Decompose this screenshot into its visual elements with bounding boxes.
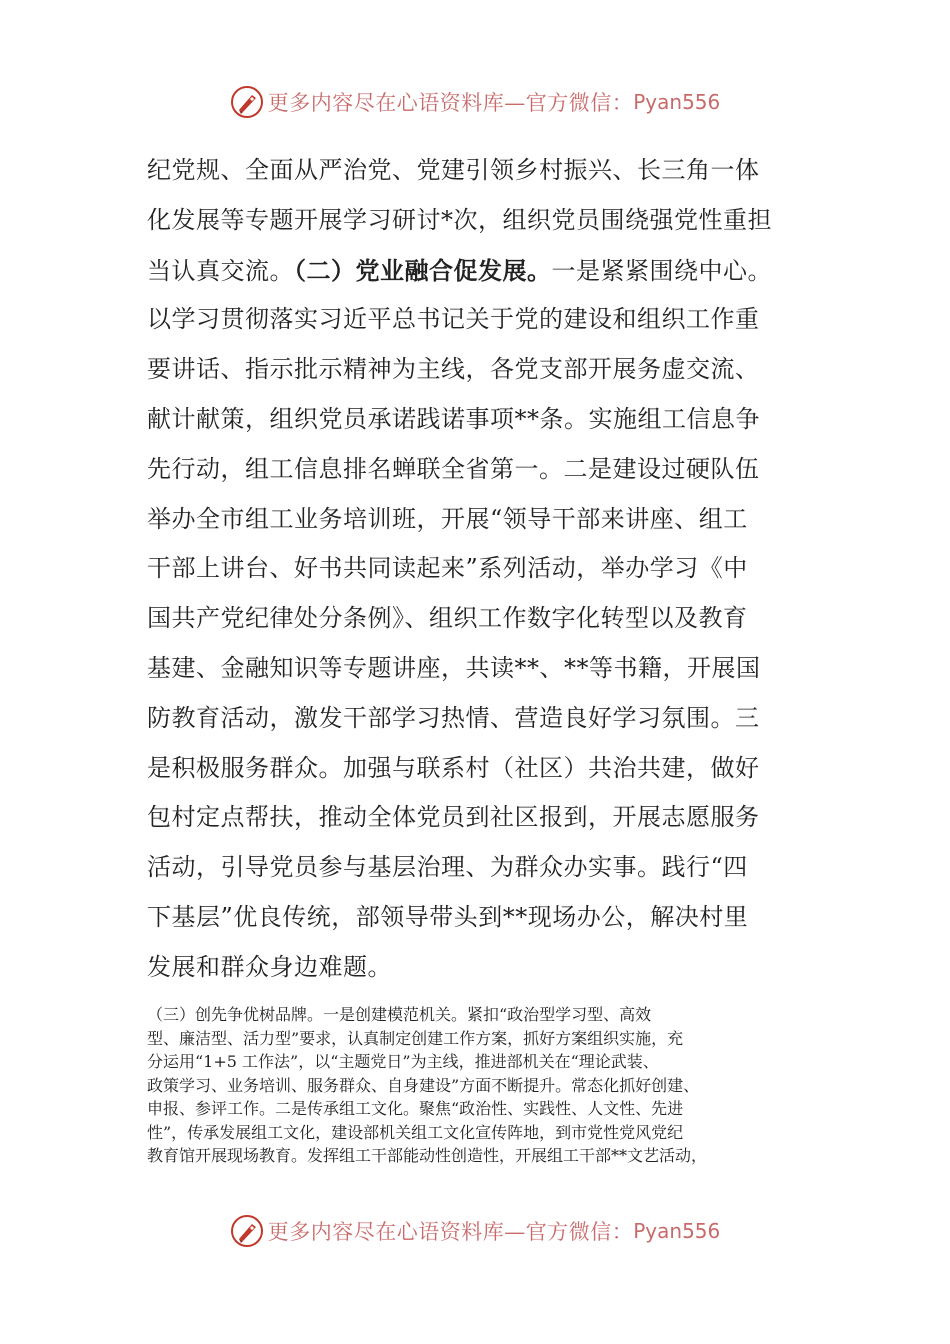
text-line <box>147 246 807 296</box>
text-line: 干部上讲台、好书共同读起来”系列活动，举办学习《中 <box>147 554 748 583</box>
text-line: 活动，引导党员参与基层治理、为群众办实事。践行“四 <box>147 853 748 882</box>
text-fragment: 当认真交流。 <box>147 256 294 285</box>
text-line: 纪党规、全面从严治党、党建引领乡村振兴、长三角一体 <box>147 156 760 184</box>
text-line: 分运用“1+5 工作法”，以“主题党日”为主线，推进部机关在“理论武装、 <box>147 1052 659 1071</box>
text-line: 以学习贯彻落实习近平总书记关于党的建设和组织工作重 <box>147 305 760 334</box>
pen-nib-logo-icon <box>230 1214 264 1248</box>
watermark-text: 更多内容尽在心语资料库—官方微信： <box>267 1220 634 1244</box>
text-line: 国共产党纪律处分条例》、组织工作数字化转型以及教育 <box>147 604 748 633</box>
pen-nib-logo-icon <box>230 85 264 119</box>
text-line: 型、廉洁型、活力型”要求，认真制定创建工作方案，抓好方案组织实施，充 <box>147 1028 684 1048</box>
watermark-wechat-id: Pyan556 <box>633 1219 721 1243</box>
text-line: 是积极服务群众。加强与联系村（社区）共治共建，做好 <box>147 753 760 782</box>
text-line: 要讲话、指示批示精神为主线，各党支部开展务虚交流、 <box>147 355 760 384</box>
text-line: 举办全市组工业务培训班，开展“领导干部来讲座、组工 <box>147 504 748 533</box>
text-line: 化发展等专题开展学习研讨*次，组织党员围绕强党性重担 <box>147 205 772 234</box>
body-paragraph-small <box>147 1003 815 1168</box>
text-line: 政策学习、业务培训、服务群众、自身建设”方面不断提升。常态化抓好创建、 <box>147 1075 700 1095</box>
text-line: 基建、金融知识等专题讲座，共读**、**等书籍，开展国 <box>147 653 761 682</box>
text-line: 先行动，组工信息排名蝉联全省第一。二是建设过硬队伍 <box>147 454 760 483</box>
watermark-header <box>0 82 950 122</box>
text-line: 防教育活动，激发干部学习热情、营造良好学习氛围。三 <box>147 703 760 732</box>
text-line: 性”，传承发展组工文化，建设部机关组工文化宣传阵地，到市党性党风党纪 <box>147 1122 684 1142</box>
text-line: 发展和群众身边难题。 <box>147 952 392 981</box>
text-line: 献计献策，组织党员承诺践诺事项**条。实施组工信息争 <box>147 404 760 433</box>
text-line: 申报、参评工作。二是传承组工文化。聚焦“政治性、实践性、人文性、先进 <box>147 1099 684 1118</box>
section-heading: （二）党业融合促发展。 <box>294 255 552 285</box>
text-fragment: 一是紧紧围绕中心。 <box>551 256 772 285</box>
text-line: 教育馆开展现场教育。发挥组工干部能动性创造性，开展组工干部**文艺活动， <box>147 1146 708 1165</box>
watermark-footer <box>0 1211 950 1251</box>
watermark-wechat-id: Pyan556 <box>633 90 721 114</box>
watermark-text: 更多内容尽在心语资料库—官方微信： <box>267 91 634 115</box>
text-line: 包村定点帮扶，推动全体党员到社区报到，开展志愿服务 <box>147 803 760 832</box>
text-line: （三）创先争优树品牌。一是创建模范机关。紧扣“政治型学习型、高效 <box>147 1005 652 1024</box>
body-paragraph-large <box>147 146 807 993</box>
text-line: 下基层”优良传统，部领导带头到**现场办公，解决村里 <box>147 902 749 931</box>
